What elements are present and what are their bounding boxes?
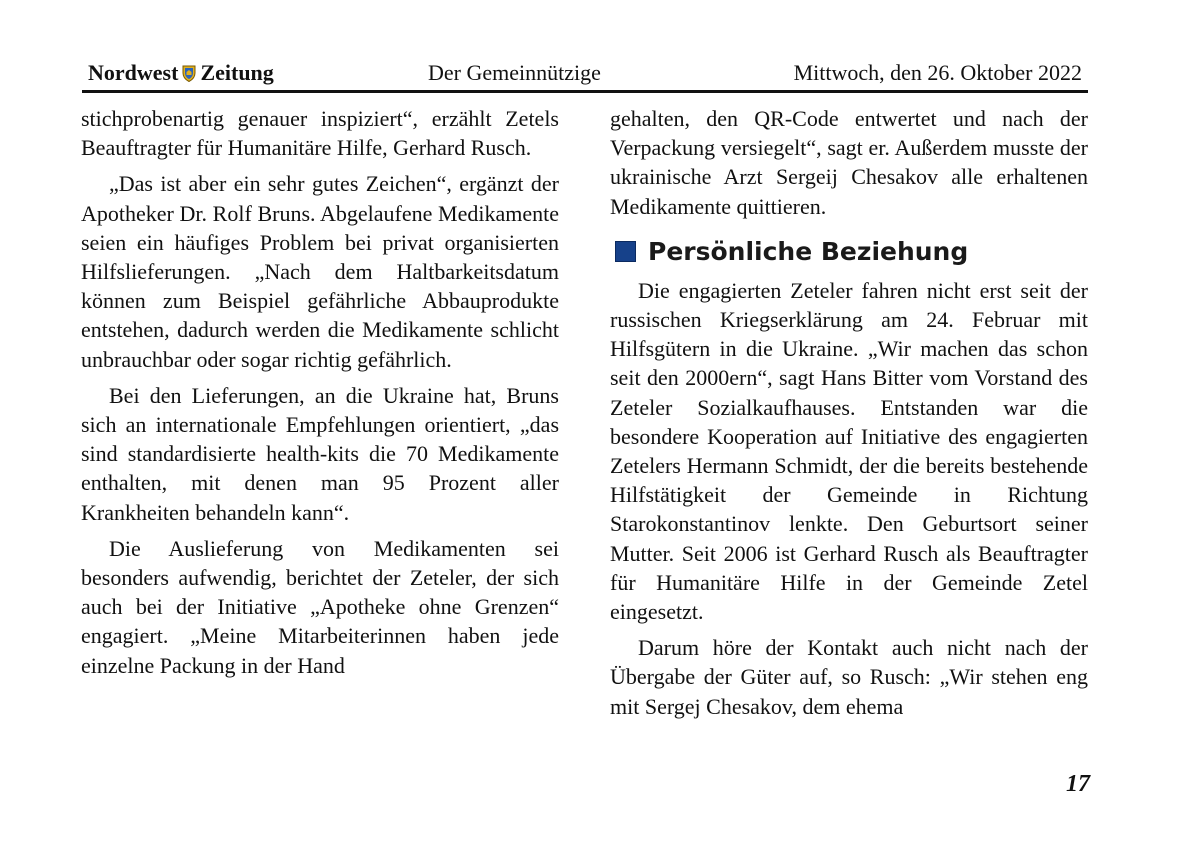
brand-name-left: Nordwest [88,60,179,85]
left-column [81,104,559,680]
section-heading [610,237,1088,267]
brand-name-right: Zeitung [200,60,274,85]
paragraph: gehalten, den QR-Code entwertet und nach der Verpackung versiegelt“, sagt er. Außerdem musste der ukrainische Arzt Sergeij Chesakov alle erhaltenen Medikamente quittieren. [610,106,1088,219]
paragraph: „Das ist aber ein sehr gutes Zeichen“, ergänzt der Apotheker Dr. Rolf Bruns. Abgelaufene Medikamente seien ein häufiges Problem bei privat organisierten Hilfslieferungen. „Nach dem Haltbarkeitsdatum können zum Beispiel gefährliche Abbauprodukte entstehen, dadurch werden die Medikamente schlicht unbrauchbar oder sogar richtig gefährlich. [81,171,559,372]
paragraph: Die Auslieferung von Medikamenten sei besonders aufwendig, berichtet der Zeteler, der sich auch bei der Initiative „Apotheke ohne Grenzen“ engagiert. „Meine Mitarbeiterinnen haben jede einzelne Packung in der Hand [81,535,559,678]
paragraph: Darum höre der Kontakt auch nicht nach der Übergabe der Güter auf, so Rusch: „Wir stehen eng mit Sergej Chesakov, dem ehema [610,635,1088,719]
coat-of-arms-icon [182,65,196,82]
page-header [82,56,1086,90]
paragraph: Bei den Lieferungen, an die Ukraine hat, Bruns sich an internationale Empfehlungen orientiert, „das sind standardisierte health-kits die 70 Medikamente enthalten, mit denen man 95 Prozent aller Krankheiten behandeln kann“. [81,382,559,525]
issue-date: Mittwoch, den 26. Oktober 2022 [793,60,1082,85]
paragraph: Die engagierten Zeteler fahren nicht erst seit der russischen Kriegserklärung am 24. Februar mit Hilfsgütern in die Ukraine. „Wir machen das schon seit den 2000ern“, sagt Hans Bitter vom Vorstand des Zeteler Sozialkaufhauses. Entstanden war die besondere Kooperation auf Initiative des engagierten Zetelers Hermann Schmidt, der die bereits bestehende Hilfstätigkeit der Gemeinde in Richtung Starokonstantinov lenkte. Den Geburtsort seiner Mutter. Seit 2006 ist Gerhard Rusch als Beauftragter für Humanitäre Hilfe in der Gemeinde Zetel eingesetzt. [610,277,1088,625]
section-heading-text: Persönliche Beziehung [648,236,969,266]
newspaper-brand [88,60,274,86]
paragraph: stichprobenartig genauer inspiziert“, erzählt Zetels Beauftragter für Humanitäre Hilfe, Gerhard Rusch. [81,106,559,161]
page-number: 17 [1066,771,1090,797]
header-rule [82,90,1088,93]
section-title: Der Gemeinnützige [428,60,601,85]
right-column [610,104,1088,721]
heading-square-icon [615,241,636,262]
